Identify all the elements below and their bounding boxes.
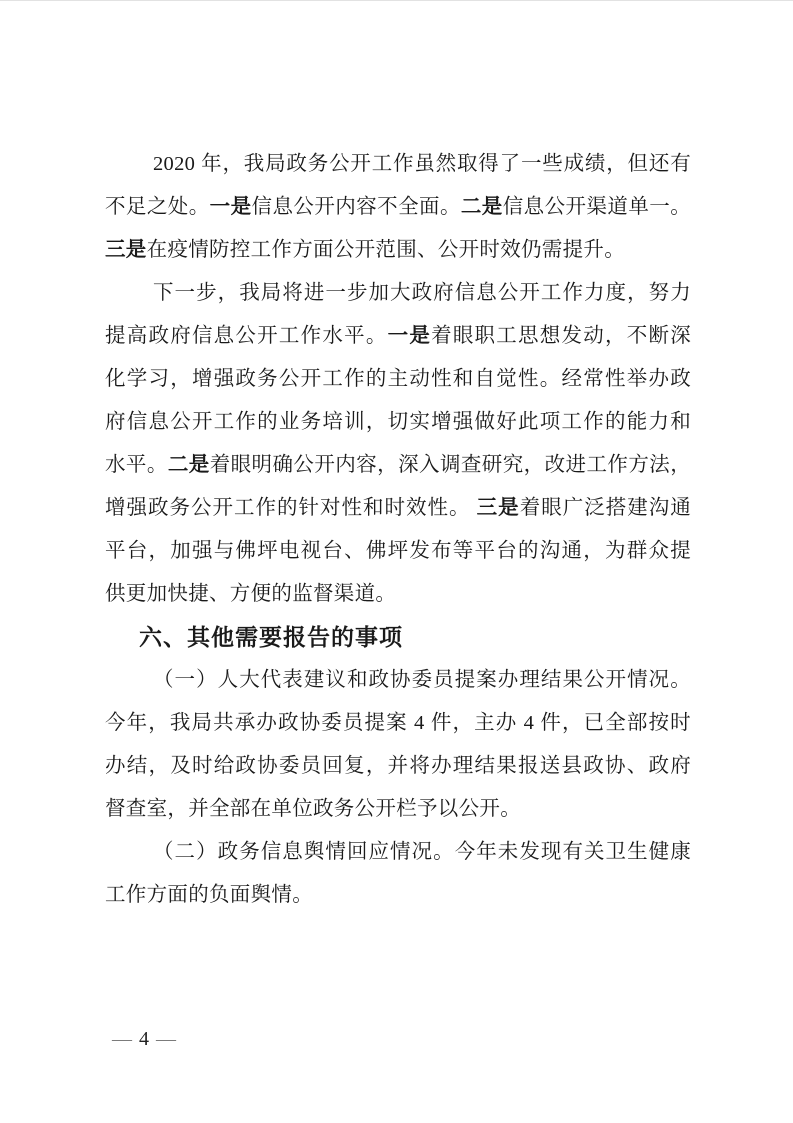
emphasis-run: 二是 bbox=[167, 454, 210, 476]
text-run: 信息公开内容不全面。 bbox=[251, 196, 461, 218]
text-run: 工作方面的负面舆情。 bbox=[105, 884, 313, 906]
text-run: 不足之处。 bbox=[105, 196, 210, 218]
paragraph bbox=[105, 272, 691, 616]
text-run: 今年，我局共承办政协委员提案 4 件，主办 4 件，已全部按时 bbox=[105, 712, 691, 734]
text-line bbox=[105, 530, 691, 573]
text-line bbox=[105, 143, 691, 186]
emphasis-run: 一是 bbox=[209, 196, 252, 218]
emphasis-run: 三是 bbox=[476, 497, 520, 519]
text-line bbox=[105, 573, 691, 616]
text-run: 水平。 bbox=[105, 454, 168, 476]
text-run: （一）人大代表建议和政协委员提案办理结果公开情况。 bbox=[153, 669, 691, 691]
text-run: 2020 年，我局政务公开工作虽然取得了一些成绩，但还有 bbox=[153, 153, 691, 175]
text-run: 化学习，增强政务公开工作的主动性和自觉性。经常性举办政 bbox=[105, 368, 691, 390]
text-line bbox=[105, 788, 691, 831]
text-line bbox=[105, 874, 691, 917]
text-line bbox=[105, 315, 691, 358]
paragraph bbox=[105, 143, 691, 272]
text-run: （二）政务信息舆情回应情况。今年未发现有关卫生健康 bbox=[153, 841, 691, 863]
paragraph bbox=[105, 659, 691, 831]
text-run: 督查室，并全部在单位政务公开栏予以公开。 bbox=[105, 798, 521, 820]
text-line bbox=[105, 831, 691, 874]
text-run: 着眼明确公开内容，深入调查研究，改进工作方法， bbox=[209, 454, 692, 476]
text-run: 着眼职工思想发动，不断深 bbox=[431, 325, 691, 347]
text-line bbox=[105, 616, 691, 659]
text-line bbox=[105, 358, 691, 401]
text-run: 办结，及时给政协委员回复，并将办理结果报送县政协、政府 bbox=[105, 755, 691, 777]
document-body bbox=[105, 143, 691, 917]
emphasis-run: 一是 bbox=[387, 325, 432, 347]
text-line bbox=[105, 186, 691, 229]
emphasis-run: 六、其他需要报告的事项 bbox=[139, 624, 403, 650]
text-run: 平台，加强与佛坪电视台、佛坪发布等平台的沟通，为群众提 bbox=[105, 540, 691, 562]
text-line bbox=[105, 444, 691, 487]
text-line bbox=[105, 659, 691, 702]
text-run: 增强政务公开工作的针对性和时效性。 bbox=[105, 497, 477, 519]
text-line bbox=[105, 229, 691, 272]
text-run: 供更加快捷、方便的监督渠道。 bbox=[105, 583, 397, 605]
page-number bbox=[105, 1025, 183, 1053]
page-number-dash-left: — bbox=[112, 1028, 132, 1050]
section-heading bbox=[105, 616, 691, 659]
text-run: 信息公开渠道单一。 bbox=[502, 196, 692, 218]
text-line bbox=[105, 272, 691, 315]
text-line bbox=[105, 745, 691, 788]
emphasis-run: 三是 bbox=[105, 239, 147, 261]
text-run: 提高政府信息公开工作水平。 bbox=[105, 325, 388, 347]
text-run: 下一步，我局将进一步加大政府信息公开工作力度，努力 bbox=[153, 282, 691, 304]
text-run: 在疫情防控工作方面公开范围、公开时效仍需提升。 bbox=[146, 239, 626, 261]
text-run: 府信息公开工作的业务培训，切实增强做好此项工作的能力和 bbox=[105, 411, 691, 433]
paragraph bbox=[105, 831, 691, 917]
text-line bbox=[105, 702, 691, 745]
text-line bbox=[105, 487, 691, 530]
emphasis-run: 二是 bbox=[460, 196, 503, 218]
text-line bbox=[105, 401, 691, 444]
page-number-value: 4 bbox=[139, 1028, 149, 1050]
page-number-dash-right: — bbox=[156, 1028, 176, 1050]
text-run: 着眼广泛搭建沟通 bbox=[519, 497, 692, 519]
